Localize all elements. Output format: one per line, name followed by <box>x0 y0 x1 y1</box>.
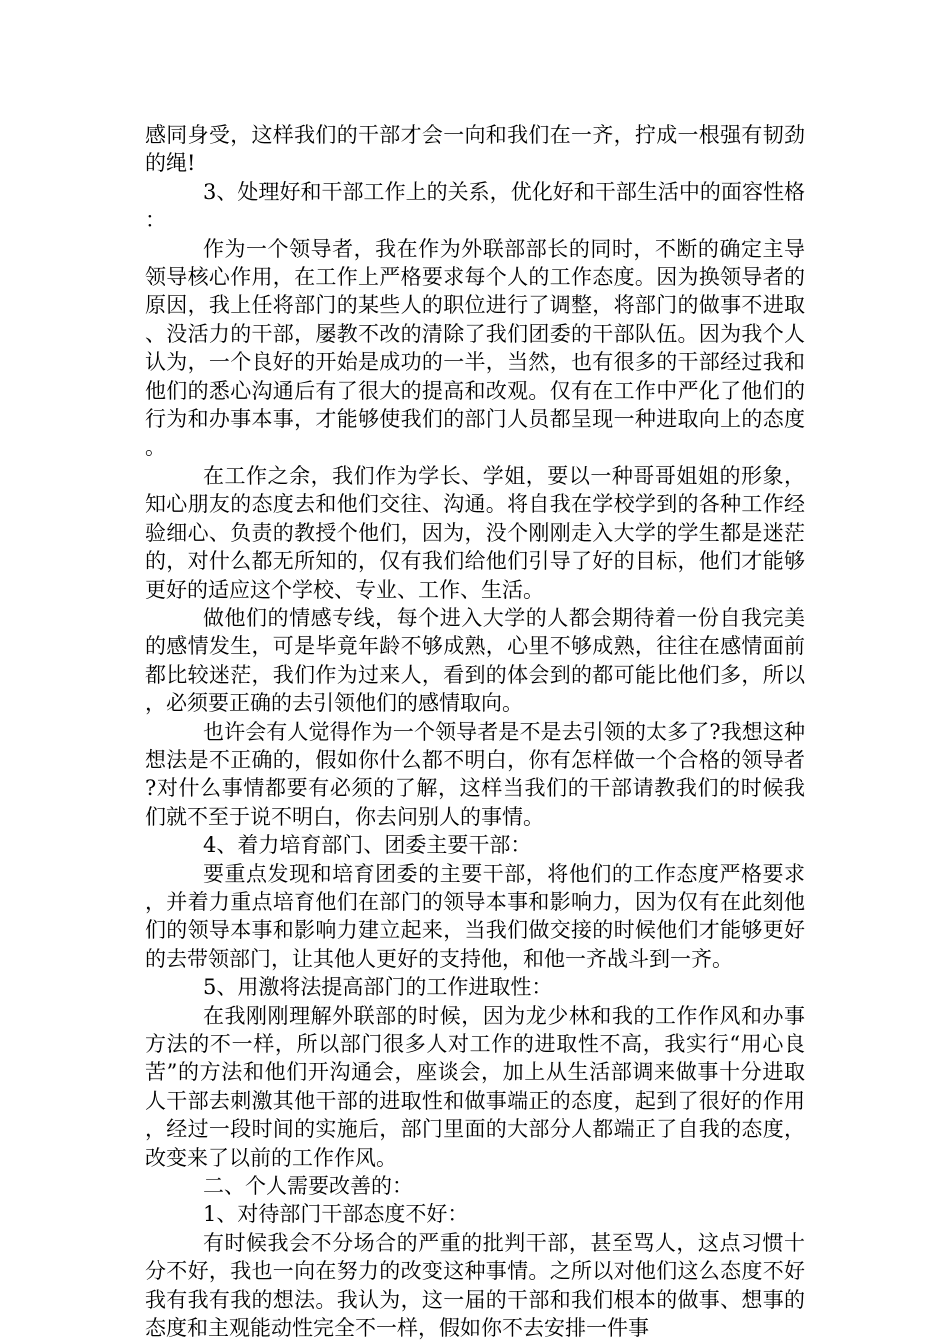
paragraph: 要重点发现和培育团委的主要干部，将他们的工作态度严格要求，并着力重点培育他们在部门的领导本事和影响力，因为仅有在此刻他们的领导本事和影响力建立起来，当我们做交接的时候他们才能够更好的去带领部门，让其他人更好的支持他，和他一齐战斗到一齐。 <box>145 861 805 971</box>
section-heading: 5、用激将法提高部门的工作进取性： <box>203 975 553 1000</box>
document-page <box>145 121 805 1342</box>
section-heading: 3、处理好和干部工作上的关系，优化好和干部生活中的面容性格： <box>145 179 805 233</box>
paragraph: 有时候我会不分场合的严重的批判干部，甚至骂人，这点习惯十分不好，我也一向在努力的改变这种事情。之所以对他们这么态度不好我有我有我的想法。我认为，这一届的干部和我们根本的做事、想事的态度和主观能动性完全不一样，假如你不去安排一件事 <box>145 1230 805 1341</box>
section-heading: 1、对待部门干部态度不好： <box>203 1202 469 1227</box>
section-heading: 4、着力培育部门、团委主要干部： <box>203 833 532 858</box>
section-heading: 二、个人需要改善的： <box>203 1174 413 1199</box>
paragraph: 做他们的情感专线，每个进入大学的人都会期待着一份自我完美的感情发生，可是毕竟年龄不够成熟，心里不够成熟，往往在感情面前都比较迷茫，我们作为过来人，看到的体会到的都可能比他们多，所以，必须要正确的去引领他们的感情取向。 <box>145 605 805 716</box>
paragraph: 也许会有人觉得作为一个领导者是不是去引领的太多了?我想这种想法是不正确的，假如你什么都不明白，你有怎样做一个合格的领导者?对什么事情都要有必须的了解，这样当我们的干部请教我们的时候我们就不至于说不明白，你去问别人的事情。 <box>145 719 805 829</box>
paragraph: 作为一个领导者，我在作为外联部部长的同时，不断的确定主导领导核心作用，在工作上严格要求每个人的工作态度。因为换领导者的原因，我上任将部门的某些人的职位进行了调整，将部门的做事不进取、没活力的干部，屡教不改的清除了我们团委的干部队伍。因为我个人认为，一个良好的开始是成功的一半，当然，也有很多的干部经过我和他们的悉心沟通后有了很大的提高和改观。仅有在工作中严化了他们的行为和办事本事，才能够使我们的部门人员都呈现一种进取向上的态度。 <box>145 236 805 460</box>
paragraph: 感同身受，这样我们的干部才会一向和我们在一齐，拧成一根强有韧劲的绳! <box>145 123 805 176</box>
paragraph: 在我刚刚理解外联部的时候，因为龙少林和我的工作作风和办事方法的不一样，所以部门很多人对工作的进取性不高，我实行“用心良苦”的方法和他们开沟通会，座谈会，加上从生活部调来做事十分进取人干部去刺激其他干部的进取性和做事端正的态度，起到了很好的作用，经过一段时间的实施后，部门里面的大部分人都端正了自我的态度，改变来了以前的工作作风。 <box>145 1003 805 1170</box>
paragraph: 在工作之余，我们作为学长、学姐，要以一种哥哥姐姐的形象，知心朋友的态度去和他们交往、沟通。将自我在学校学到的各种工作经验细心、负责的教授个他们，因为，没个刚刚走入大学的学生都是迷茫的，对什么都无所知的，仅有我们给他们引导了好的目标，他们才能够更好的适应这个学校、专业、工作、生活。 <box>145 463 805 602</box>
